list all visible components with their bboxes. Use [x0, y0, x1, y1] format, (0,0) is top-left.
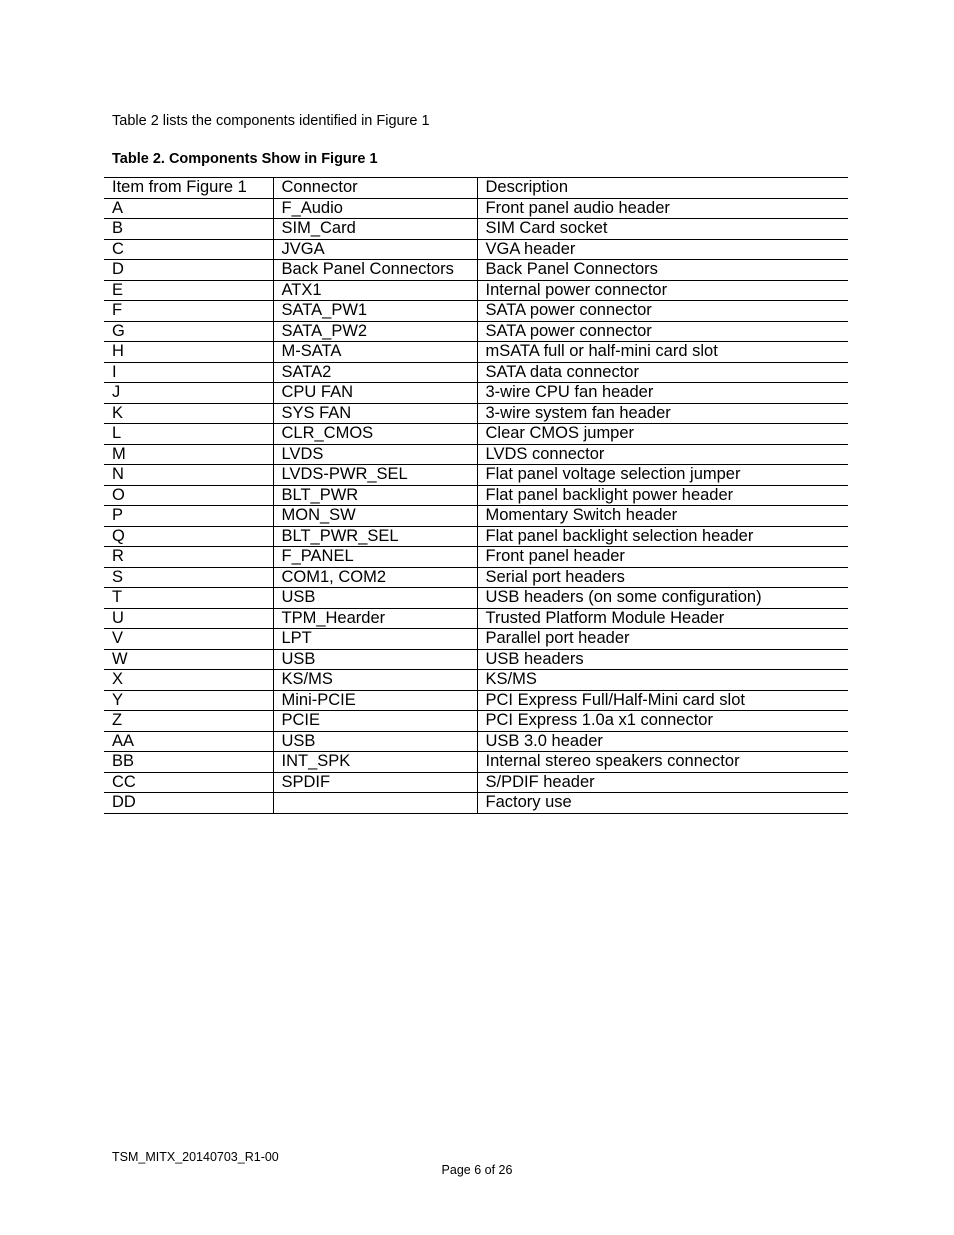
table-row: [104, 649, 848, 670]
table-row: [104, 362, 848, 383]
connector-cell: COM1, COM2: [273, 567, 477, 588]
connector-cell: INT_SPK: [273, 752, 477, 773]
description-cell: USB headers (on some configuration): [477, 588, 848, 609]
description-cell: Internal stereo speakers connector: [477, 752, 848, 773]
description-cell: Back Panel Connectors: [477, 260, 848, 281]
item-cell: D: [104, 260, 273, 281]
description-cell: Clear CMOS jumper: [477, 424, 848, 445]
item-cell: M: [104, 444, 273, 465]
table-row: [104, 629, 848, 650]
table-row: [104, 342, 848, 363]
item-cell: W: [104, 649, 273, 670]
item-cell: BB: [104, 752, 273, 773]
description-cell: USB headers: [477, 649, 848, 670]
connector-cell: SYS FAN: [273, 403, 477, 424]
table-row: [104, 793, 848, 814]
table-row: [104, 383, 848, 404]
table-row: [104, 239, 848, 260]
item-cell: T: [104, 588, 273, 609]
connector-cell: PCIE: [273, 711, 477, 732]
column-header-description: Description: [477, 178, 848, 199]
item-cell: CC: [104, 772, 273, 793]
connector-cell: Mini-PCIE: [273, 690, 477, 711]
table-row: [104, 506, 848, 527]
connector-cell: USB: [273, 588, 477, 609]
components-table: [104, 177, 848, 814]
description-cell: Flat panel voltage selection jumper: [477, 465, 848, 486]
column-header-connector: Connector: [273, 178, 477, 199]
connector-cell: SATA_PW1: [273, 301, 477, 322]
item-cell: I: [104, 362, 273, 383]
connector-cell: KS/MS: [273, 670, 477, 691]
connector-cell: SATA_PW2: [273, 321, 477, 342]
item-cell: V: [104, 629, 273, 650]
connector-cell: USB: [273, 649, 477, 670]
table-row: [104, 198, 848, 219]
description-cell: 3-wire CPU fan header: [477, 383, 848, 404]
description-cell: PCI Express 1.0a x1 connector: [477, 711, 848, 732]
item-cell: J: [104, 383, 273, 404]
table-caption: Table 2. Components Show in Figure 1: [112, 151, 378, 167]
table-body: [104, 198, 848, 813]
connector-cell: CPU FAN: [273, 383, 477, 404]
table-header-row: [104, 178, 848, 199]
connector-cell: [273, 793, 477, 814]
table-row: [104, 608, 848, 629]
description-cell: USB 3.0 header: [477, 731, 848, 752]
item-cell: X: [104, 670, 273, 691]
description-cell: Front panel header: [477, 547, 848, 568]
description-cell: VGA header: [477, 239, 848, 260]
description-cell: SATA power connector: [477, 321, 848, 342]
item-cell: E: [104, 280, 273, 301]
description-cell: Flat panel backlight selection header: [477, 526, 848, 547]
description-cell: S/PDIF header: [477, 772, 848, 793]
description-cell: PCI Express Full/Half-Mini card slot: [477, 690, 848, 711]
item-cell: Q: [104, 526, 273, 547]
table-row: [104, 567, 848, 588]
description-cell: SATA data connector: [477, 362, 848, 383]
description-cell: SATA power connector: [477, 301, 848, 322]
item-cell: S: [104, 567, 273, 588]
item-cell: O: [104, 485, 273, 506]
item-cell: K: [104, 403, 273, 424]
connector-cell: USB: [273, 731, 477, 752]
table-row: [104, 690, 848, 711]
item-cell: G: [104, 321, 273, 342]
item-cell: N: [104, 465, 273, 486]
table-row: [104, 752, 848, 773]
description-cell: Internal power connector: [477, 280, 848, 301]
description-cell: Serial port headers: [477, 567, 848, 588]
description-cell: Momentary Switch header: [477, 506, 848, 527]
connector-cell: SPDIF: [273, 772, 477, 793]
table-row: [104, 731, 848, 752]
connector-cell: TPM_Hearder: [273, 608, 477, 629]
description-cell: Factory use: [477, 793, 848, 814]
connector-cell: BLT_PWR_SEL: [273, 526, 477, 547]
table-row: [104, 260, 848, 281]
table-row: [104, 424, 848, 445]
item-cell: DD: [104, 793, 273, 814]
item-cell: B: [104, 219, 273, 240]
description-cell: Flat panel backlight power header: [477, 485, 848, 506]
table-row: [104, 588, 848, 609]
table-row: [104, 465, 848, 486]
connector-cell: F_PANEL: [273, 547, 477, 568]
table-row: [104, 444, 848, 465]
description-cell: 3-wire system fan header: [477, 403, 848, 424]
item-cell: L: [104, 424, 273, 445]
connector-cell: CLR_CMOS: [273, 424, 477, 445]
item-cell: F: [104, 301, 273, 322]
description-cell: SIM Card socket: [477, 219, 848, 240]
table-header: [104, 178, 848, 199]
connector-cell: LVDS: [273, 444, 477, 465]
description-cell: Parallel port header: [477, 629, 848, 650]
intro-paragraph: Table 2 lists the components identified in Figure 1: [112, 113, 430, 129]
table-row: [104, 526, 848, 547]
connector-cell: LVDS-PWR_SEL: [273, 465, 477, 486]
item-cell: Z: [104, 711, 273, 732]
column-header-item: Item from Figure 1: [104, 178, 273, 199]
table-row: [104, 711, 848, 732]
table-row: [104, 547, 848, 568]
description-cell: Trusted Platform Module Header: [477, 608, 848, 629]
description-cell: Front panel audio header: [477, 198, 848, 219]
connector-cell: ATX1: [273, 280, 477, 301]
table-row: [104, 403, 848, 424]
table-row: [104, 301, 848, 322]
table-row: [104, 280, 848, 301]
table-row: [104, 772, 848, 793]
item-cell: P: [104, 506, 273, 527]
connector-cell: Back Panel Connectors: [273, 260, 477, 281]
description-cell: KS/MS: [477, 670, 848, 691]
table-row: [104, 670, 848, 691]
item-cell: U: [104, 608, 273, 629]
table-row: [104, 485, 848, 506]
item-cell: R: [104, 547, 273, 568]
item-cell: H: [104, 342, 273, 363]
item-cell: A: [104, 198, 273, 219]
document-id: TSM_MITX_20140703_R1-00: [112, 1150, 279, 1164]
table-row: [104, 219, 848, 240]
connector-cell: M-SATA: [273, 342, 477, 363]
description-cell: LVDS connector: [477, 444, 848, 465]
connector-cell: SATA2: [273, 362, 477, 383]
table-row: [104, 321, 848, 342]
connector-cell: MON_SW: [273, 506, 477, 527]
item-cell: C: [104, 239, 273, 260]
page-number: Page 6 of 26: [441, 1163, 513, 1177]
item-cell: AA: [104, 731, 273, 752]
description-cell: mSATA full or half-mini card slot: [477, 342, 848, 363]
item-cell: Y: [104, 690, 273, 711]
connector-cell: BLT_PWR: [273, 485, 477, 506]
connector-cell: JVGA: [273, 239, 477, 260]
connector-cell: LPT: [273, 629, 477, 650]
connector-cell: SIM_Card: [273, 219, 477, 240]
connector-cell: F_Audio: [273, 198, 477, 219]
